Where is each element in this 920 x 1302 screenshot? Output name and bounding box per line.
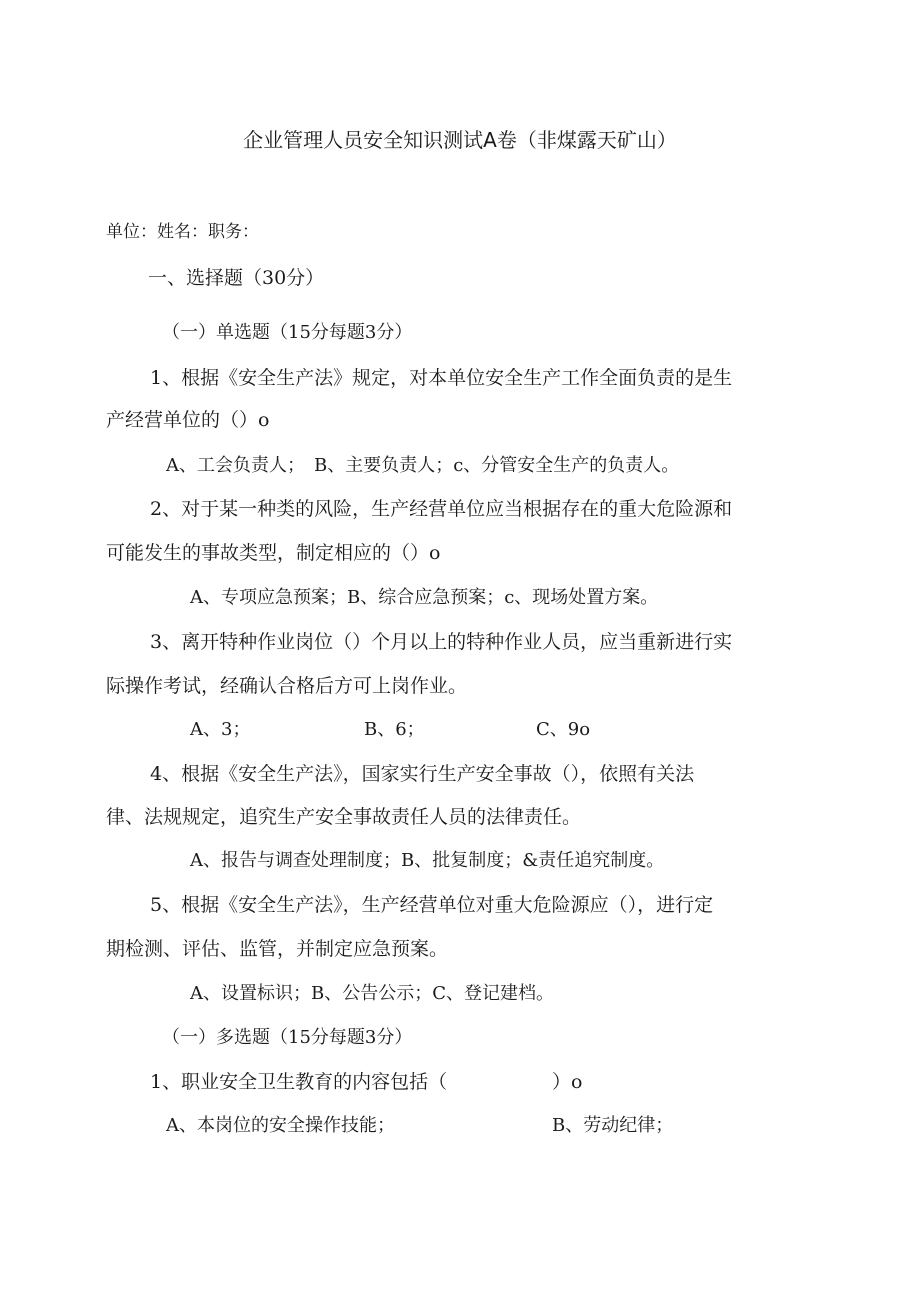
- question-4-line-1: 4、根据《安全生产法》，国家实行生产安全事故（），依照有关法: [150, 763, 695, 785]
- document-title: 企业管理人员安全知识测试A卷（非煤露天矿山）: [243, 128, 677, 152]
- question-4-options: A、报告与调查处理制度；B、批复制度；&责任追究制度。: [190, 850, 665, 871]
- question-2-options: A、专项应急预案；B、综合应急预案；c、现场处置方案。: [190, 587, 659, 608]
- multi-question-1-line-1: 1、职业安全卫生教育的内容包括（: [150, 1071, 448, 1093]
- subsection-multi-choice: （一）多选题（15分每题3分）: [162, 1027, 413, 1048]
- question-2-line-1: 2、对于某一种类的风险，生产经营单位应当根据存在的重大危险源和: [150, 498, 733, 520]
- multi-question-1-option-b: B、劳动纪律；: [552, 1115, 674, 1136]
- question-3-option-c: C、9o: [536, 719, 591, 740]
- question-3-option-b: B、6；: [364, 719, 425, 740]
- multi-question-1-line-1-end: ）o: [552, 1071, 583, 1093]
- subsection-single-choice: （一）单选题（15分每题3分）: [162, 322, 413, 343]
- question-5-line-2: 期检测、评估、监管，并制定应急预案。: [106, 938, 449, 960]
- question-1-line-1: 1、根据《安全生产法》规定，对本单位安全生产工作全面负责的是生: [150, 367, 733, 389]
- question-1-options: A、工会负责人； B、主要负责人；c、分管安全生产的负责人。: [166, 455, 680, 476]
- question-5-options: A、设置标识；B、公告公示；C、登记建档。: [190, 983, 554, 1004]
- question-5-line-1: 5、根据《安全生产法》，生产经营单位对重大危险源应（），进行定: [150, 894, 714, 916]
- question-2-line-2: 可能发生的事故类型，制定相应的（）o: [106, 542, 441, 564]
- question-4-line-2: 律、法规规定，追究生产安全事故责任人员的法律责任。: [106, 806, 582, 828]
- multi-question-1-option-a: A、本岗位的安全操作技能；: [166, 1115, 395, 1136]
- question-3-line-2: 际操作考试，经确认合格后方可上岗作业。: [106, 675, 468, 697]
- question-1-line-2: 产经营单位的（）o: [106, 409, 270, 431]
- question-3-option-a: A、3；: [190, 719, 251, 740]
- header-fields: 单位：姓名：职务：: [106, 222, 259, 242]
- section-choice-title: 一、选择题（30分）: [148, 267, 325, 289]
- question-3-line-1: 3、离开特种作业岗位（）个月以上的特种作业人员，应当重新进行实: [150, 631, 733, 653]
